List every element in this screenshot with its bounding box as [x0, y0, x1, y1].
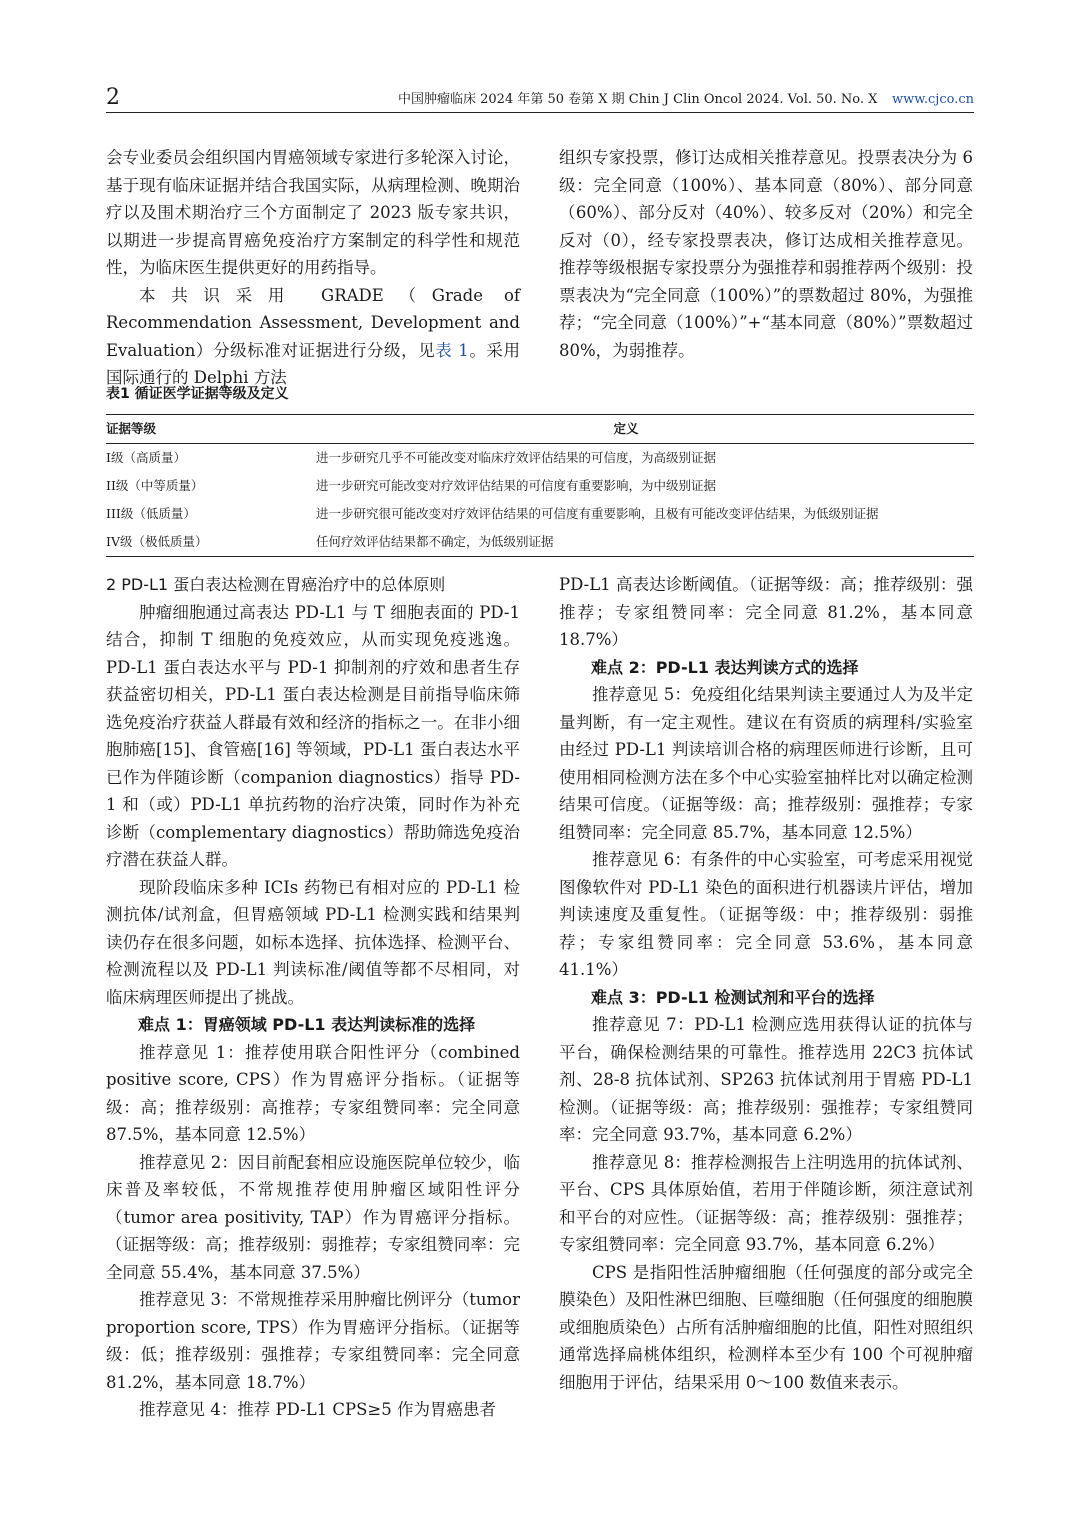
recommendation-2: 推荐意见 2：因目前配套相应设施医院单位较少，临床普及率较低，不常规推荐使用肿瘤区域阳性评分（tumor area positivity, TAP）作为胃癌评分指标。（证据等级：高；推荐级别：弱推荐；专家组赞同率：完全同意 55.4%，基本同意 37.5%） — [106, 1152, 520, 1282]
paragraph: 肿瘤细胞通过高表达 PD-L1 与 T 细胞表面的 PD-1 结合，抑制 T 细胞的免疫效应，从而实现免疫逃逸。PD-L1 蛋白表达水平与 PD-1 抑制剂的疗效和患者生存获益密切相关，PD-L1 蛋白表达检测是目前指导临床筛选免疫治疗获益人群最有效和经济的指标之一。在非小细胞肺癌[15]、食管癌[16] 等领域，PD-L1 蛋白表达水平已作为伴随诊断（companion diagnostics）指导 PD-1 和（或）PD-L1 单抗药物的治疗决策，同时作为补充诊断（complementary diagnostics）帮助筛选免疫治疗潜在获益人群。 — [106, 602, 520, 869]
recommendation-3: 推荐意见 3：不常规推荐采用肿瘤比例评分（tumor proportion score, TPS）作为胃癌评分指标。（证据等级：低；推荐级别：强推荐；专家组赞同率：完全同意 81.2%，基本同意 18.7%） — [106, 1290, 520, 1392]
text-span: 本共识采用 GRADE（Grade of Recommendation Assessment, Development and Evaluation）分级标准对证据进行分级，见 — [106, 285, 520, 360]
subsection-heading: 难点 2：PD-L1 表达判读方式的选择 — [591, 657, 859, 677]
left-column-top — [106, 144, 520, 392]
recommendation-7: 推荐意见 7：PD-L1 检测应选用获得认证的抗体与平台，确保检测结果的可靠性。推荐选用 22C3 抗体试剂、28-8 抗体试剂、SP263 抗体试剂用于胃癌 PD-L1 检测。（证据等级：高；推荐级别：强推荐；专家组赞同率：完全同意 93.7%，基本同意 6.2%） — [559, 1015, 973, 1144]
journal-citation: 中国肿瘤临床 2024 年第 50 卷第 X 期 Chin J Clin Oncol 2024. Vol. 50. No. X — [398, 92, 878, 107]
paragraph — [106, 282, 520, 392]
recommendation-1: 推荐意见 1：推荐使用联合阳性评分（combined positive score, CPS）作为胃癌评分指标。（证据等级：高；推荐级别：高推荐；专家组赞同率：完全同意 87.5%，基本同意 12.5%） — [106, 1042, 520, 1144]
recommendation-4: 推荐意见 4：推荐 PD-L1 CPS≥5 作为胃癌患者 — [139, 1400, 496, 1419]
right-column-top — [559, 144, 973, 364]
recommendation-8: 推荐意见 8：推荐检测报告上注明选用的抗体试剂、平台、CPS 具体原始值，若用于伴随诊断，须注意试剂和平台的对应性。（证据等级：高；推荐级别：强推荐；专家组赞同率：完全同意 93.7%，基本同意 6.2%） — [559, 1152, 973, 1254]
table-1-link[interactable]: 表 1 — [435, 340, 469, 360]
left-column-bottom — [106, 571, 520, 1424]
table-caption: 表1 循证医学证据等级及定义 — [106, 386, 289, 402]
page-header — [106, 86, 974, 113]
recommendation-5: 推荐意见 5：免疫组化结果判读主要通过人为及半定量判断，有一定主观性。建议在有资质的病理科/实验室由经过 PD-L1 判读培训合格的病理医师进行诊断，且可使用相同检测方法在多个中心实验室抽样比对以确定检测结果可信度。（证据等级：高；推荐级别：强推荐；专家组赞同率：完全同意 85.7%，基本同意 12.5%） — [559, 685, 973, 842]
page-number: 2 — [106, 85, 120, 110]
table-row — [106, 528, 974, 556]
table-cell-definition: 进一步研究几乎不可能改变对临床疗效评估结果的可信度，为高级别证据 — [316, 450, 717, 465]
table-row — [106, 472, 974, 500]
table-row — [106, 500, 974, 528]
table-cell-level: III级（低质量） — [106, 506, 196, 521]
table-row — [106, 444, 974, 472]
table-cell-level: I级（高质量） — [106, 450, 186, 465]
evidence-level-table — [106, 414, 974, 557]
table-header-level: 证据等级 — [106, 421, 157, 436]
paragraph: 组织专家投票，修订达成相关推荐意见。投票表决分为 6 级：完全同意（100%）、基本同意（80%）、部分同意（60%）、部分反对（40%）、较多反对（20%）和完全反对（0），经专家投票表决，修订达成相关推荐意见。推荐等级根据专家投票分为强推荐和弱推荐两个级别：投票表决为“完全同意（100%）”的票数超过 80%，为强推荐；“完全同意（100%）”+“基本同意（80%）”票数超过 80%，为弱推荐。 — [559, 148, 973, 360]
table-cell-level: IV级（极低质量） — [106, 534, 208, 549]
paragraph: 现阶段临床多种 ICIs 药物已有相对应的 PD-L1 检测抗体/试剂盒，但胃癌领域 PD-L1 检测实践和结果判读仍存在很多问题，如标本选择、抗体选择、检测平台、检测流程以及 PD-L1 判读标准/阈值等都不尽相同，对临床病理医师提出了挑战。 — [106, 877, 520, 1007]
paragraph: 会专业委员会组织国内胃癌领域专家进行多轮深入讨论，基于现有临床证据并结合我国实际，从病理检测、晚期治疗以及围术期治疗三个方面制定了 2023 版专家共识，以期进一步提高胃癌免疫治疗方案制定的科学性和规范性，为临床医生提供更好的用药指导。 — [106, 148, 520, 277]
right-column-bottom — [559, 571, 973, 1396]
table-cell-definition: 任何疗效评估结果都不确定，为低级别证据 — [316, 534, 554, 549]
table-cell-level: II级（中等质量） — [106, 478, 204, 493]
table-cell-definition: 进一步研究可能改变对疗效评估结果的可信度有重要影响，为中级别证据 — [316, 478, 717, 493]
journal-website-link[interactable]: www.cjco.cn — [892, 92, 974, 107]
text-span: 。采用国际通行的 Delphi 方法 — [106, 340, 521, 387]
paragraph: CPS 是指阳性活肿瘤细胞（任何强度的部分或完全膜染色）及阳性淋巴细胞、巨噬细胞（任何强度的细胞膜或细胞质染色）占所有活肿瘤细胞的比值，阳性对照组织通常选择扁桃体组织，检测样本至少有 100 个可视肿瘤细胞用于评估，结果采用 0～100 数值来表示。 — [559, 1262, 973, 1392]
section-heading: 2 PD-L1 蛋白表达检测在胃癌治疗中的总体原则 — [106, 575, 446, 594]
table-cell-definition: 进一步研究很可能改变对疗效评估结果的可信度有重要影响，且极有可能改变评估结果，为低级别证据 — [316, 506, 879, 521]
table-header-definition: 定义 — [613, 421, 639, 436]
table-header-row — [106, 415, 974, 444]
subsection-heading: 难点 3：PD-L1 检测试剂和平台的选择 — [591, 987, 875, 1007]
recommendation-6: 推荐意见 6：有条件的中心实验室，可考虑采用视觉图像软件对 PD-L1 染色的面积进行机器读片评估，增加判读速度及重复性。（证据等级：中；推荐级别：弱推荐；专家组赞同率：完全同意 53.6%，基本同意 41.1%） — [559, 850, 973, 979]
subsection-heading: 难点 1：胃癌领域 PD-L1 表达判读标准的选择 — [138, 1015, 476, 1034]
paragraph: PD-L1 高表达诊断阈值。（证据等级：高；推荐级别：强推荐；专家组赞同率：完全同意 81.2%，基本同意 18.7%） — [559, 575, 973, 649]
